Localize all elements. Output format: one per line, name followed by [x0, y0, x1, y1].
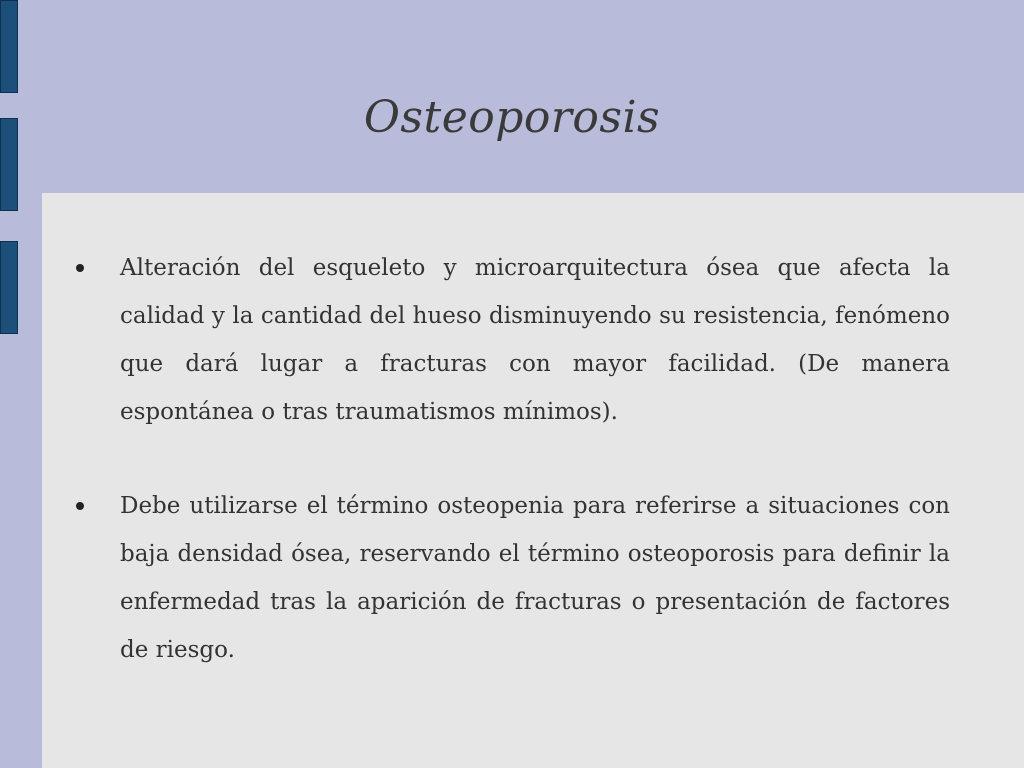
slide-title: Osteoporosis — [363, 92, 661, 143]
bullet-dot-icon — [76, 264, 84, 272]
bullet-item-definition — [76, 244, 950, 436]
bullet-item-terminology — [76, 482, 950, 674]
bullet-dot-icon — [76, 502, 84, 510]
bullet-text: Debe utilizarse el término osteopenia para referirse a situaciones con baja densidad ósea, reservando el término osteoporosis para definir la enfermedad tras la aparición de fracturas o presentación de factores de riesgo. — [120, 493, 950, 663]
bullet-text: Alteración del esqueleto y microarquitectura ósea que afecta la calidad y la cantidad del hueso disminuyendo su resistencia, fenómeno que dará lugar a fracturas con mayor facilidad. (De manera espontánea o tras traumatismos mínimos). — [120, 255, 950, 425]
bullet-list — [76, 244, 950, 674]
decorative-accent-bar-top — [0, 0, 18, 93]
decorative-accent-bar-bottom — [0, 241, 18, 334]
